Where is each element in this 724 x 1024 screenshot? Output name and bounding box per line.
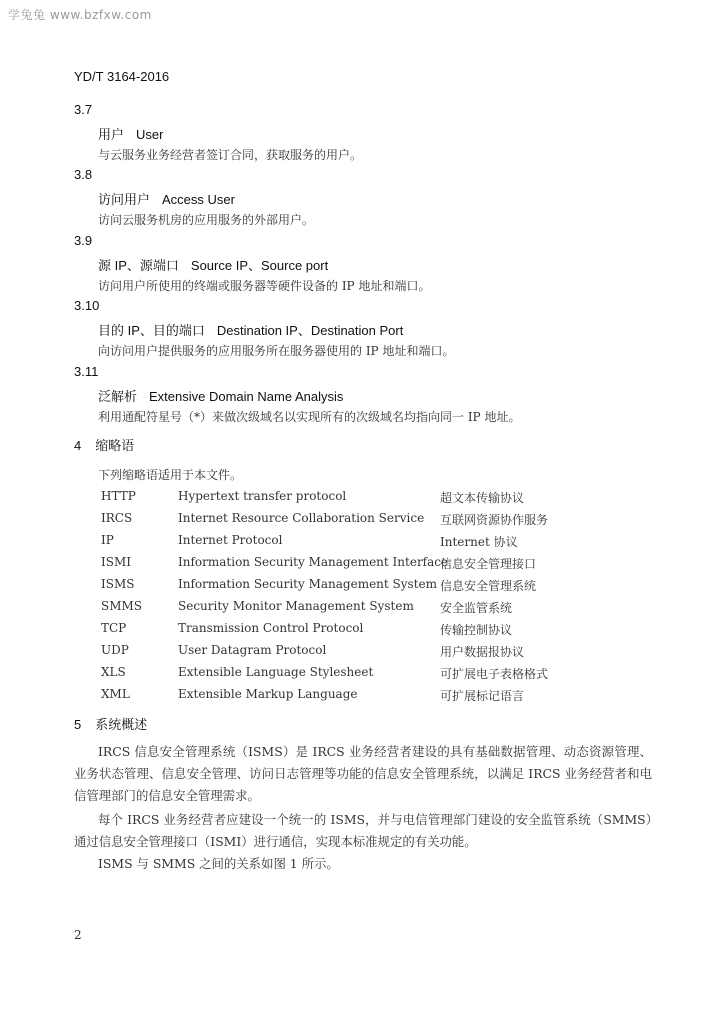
abbr-english: Transmission Control Protocol <box>178 621 364 635</box>
abbr-english: Extensible Markup Language <box>178 687 358 701</box>
abbr-code: HTTP <box>101 489 136 503</box>
abbr-chinese: 信息安全管理接口 <box>440 557 537 571</box>
abbr-code: XML <box>101 687 130 701</box>
abbr-english: Information Security Management Interface <box>178 555 449 569</box>
abbr-code: ISMS <box>101 577 135 591</box>
definition-number: 3.7 <box>74 102 93 117</box>
abbr-chinese: 用户数据报协议 <box>440 645 525 659</box>
term-zh: 目的 IP、目的端口 <box>98 323 205 338</box>
definition-term <box>98 255 328 274</box>
abbr-code: TCP <box>101 621 127 635</box>
document-header: YD/T 3164-2016 <box>74 69 170 84</box>
definition-term <box>98 124 163 143</box>
definition-text: 利用通配符星号（*）来做次级域名以实现所有的次级域名均指向同一 IP 地址。 <box>98 410 521 424</box>
abbr-english: Information Security Management System <box>178 577 438 591</box>
page-number: 2 <box>74 928 82 942</box>
section-number: 4 <box>74 438 82 453</box>
abbr-english: Extensible Language Stylesheet <box>178 665 374 679</box>
definition-number: 3.11 <box>74 364 99 379</box>
definition-text: 访问云服务机房的应用服务的外部用户。 <box>98 213 315 227</box>
watermark-text: 学兔兔 www.bzfxw.com <box>8 8 152 22</box>
abbr-code: UDP <box>101 643 129 657</box>
abbr-chinese: 互联网资源协作服务 <box>440 513 549 527</box>
abbr-chinese: 传输控制协议 <box>440 623 513 637</box>
definition-term <box>98 386 343 405</box>
definition-number: 3.10 <box>74 298 100 313</box>
paragraph: 每个 IRCS 业务经营者应建设一个统一的 ISMS，并与电信管理部门建设的安全监管系统（SMMS）通过信息安全管理接口（ISMI）进行通信，实现本标准规定的有关功能。 <box>74 812 652 849</box>
term-en: Destination IP、Destination Port <box>216 323 404 338</box>
abbr-chinese: Internet 协议 <box>440 535 518 549</box>
section-heading <box>74 714 147 733</box>
abbr-chinese: 安全监管系统 <box>440 601 513 615</box>
abbr-chinese: 信息安全管理系统 <box>440 579 537 593</box>
definition-term <box>98 320 403 339</box>
section-intro: 下列缩略语适用于本文件。 <box>98 468 243 482</box>
abbr-code: SMMS <box>101 599 143 613</box>
definition-number: 3.9 <box>74 233 93 248</box>
term-zh: 泛解析 <box>98 389 138 404</box>
section-title: 缩略语 <box>95 438 135 453</box>
abbr-chinese: 超文本传输协议 <box>440 491 525 505</box>
abbr-english: Internet Protocol <box>178 533 283 547</box>
abbr-code: IP <box>101 533 114 547</box>
term-en: User <box>136 127 164 142</box>
definition-text: 与云服务业务经营者签订合同，获取服务的用户。 <box>98 148 363 162</box>
abbr-chinese: 可扩展标记语言 <box>440 689 525 703</box>
paragraph: IRCS 信息安全管理系统（ISMS）是 IRCS 业务经营者建设的具有基础数据管理、动态资源管理、业务状态管理、信息安全管理、访问日志管理等功能的信息安全管理系统，以满足 IRCS 业务经营者和电信管理部门的信息安全管理需求。 <box>74 744 652 803</box>
definition-number: 3.8 <box>74 167 93 182</box>
section-heading <box>74 435 134 454</box>
abbr-code: XLS <box>101 665 126 679</box>
abbr-english: Hypertext transfer protocol <box>178 489 347 503</box>
abbr-english: User Datagram Protocol <box>178 643 327 657</box>
abbr-code: ISMI <box>101 555 131 569</box>
definition-term <box>98 189 235 208</box>
term-en: Extensive Domain Name Analysis <box>149 389 344 404</box>
section-title: 系统概述 <box>95 717 148 732</box>
abbr-english: Internet Resource Collaboration Service <box>178 511 425 525</box>
definition-text: 向访问用户提供服务的应用服务所在服务器使用的 IP 地址和端口。 <box>98 344 455 358</box>
abbr-code: IRCS <box>101 511 133 525</box>
paragraph: ISMS 与 SMMS 之间的关系如图 1 所示。 <box>98 856 339 871</box>
term-zh: 访问用户 <box>98 192 151 207</box>
section-number: 5 <box>74 717 82 732</box>
definition-text: 访问用户所使用的终端或服务器等硬件设备的 IP 地址和端口。 <box>98 279 431 293</box>
term-en: Access User <box>162 192 235 207</box>
term-en: Source IP、Source port <box>190 258 329 273</box>
term-zh: 用户 <box>98 127 125 142</box>
abbr-chinese: 可扩展电子表格格式 <box>440 667 549 681</box>
term-zh: 源 IP、源端口 <box>98 258 179 273</box>
abbr-english: Security Monitor Management System <box>178 599 414 613</box>
